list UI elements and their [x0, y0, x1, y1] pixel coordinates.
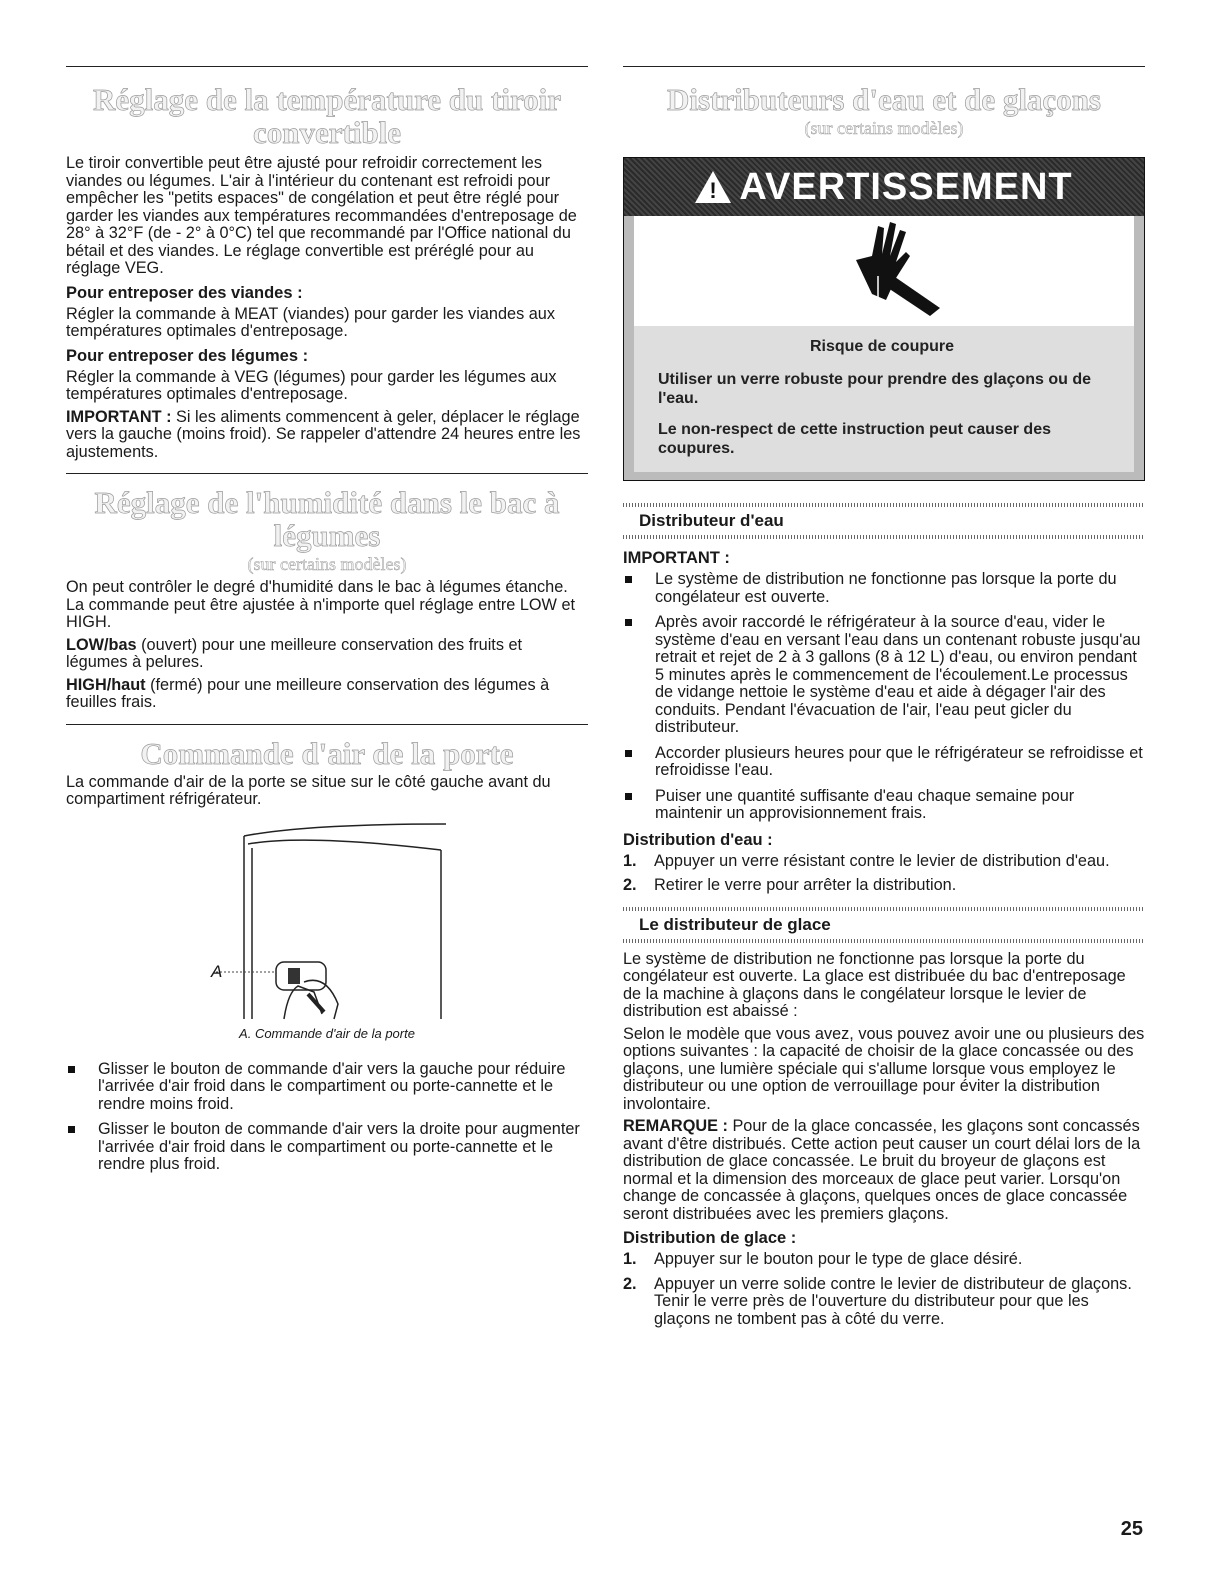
veg-text: Régler la commande à VEG (légumes) pour garder les légumes aux températures optimales d'entreposage. [66, 367, 557, 403]
step-number: 1. [623, 851, 637, 870]
important-note [66, 409, 588, 462]
humidity-intro: On peut contrôler le degré d'humidité dans le bac à légumes étanche. La commande peut être ajustée à n'importe quel réglage entre LOW et HIGH. [66, 578, 576, 631]
page-number: 25 [1120, 1518, 1143, 1540]
bullet-item [623, 614, 1145, 737]
ice-remark [623, 1118, 1145, 1223]
bullet-text: Le système de distribution ne fonctionne pas lorsque la porte du congélateur est ouverte. [655, 570, 1117, 606]
bullet-square-icon [625, 793, 632, 800]
bullet-text: Glisser le bouton de commande d'air vers la droite pour augmenter l'arrivée d'air froid dans le compartiment ou porte-cannette et le rendre plus froid. [98, 1120, 580, 1173]
step-item [623, 1251, 1145, 1269]
bullet-item [623, 571, 1145, 606]
bullet-text: Glisser le bouton de commande d'air vers la gauche pour réduire l'arrivée d'air froid dans le compartiment ou porte-cannette et le rendre moins froid. [98, 1059, 566, 1113]
warning-risk-title: Risque de coupure [809, 338, 955, 355]
right-column [623, 66, 1145, 1335]
cut-hazard-pictogram [624, 216, 1144, 326]
section-rule [66, 66, 588, 67]
step-item [623, 1276, 1145, 1329]
ice-text-2: Selon le modèle que vous avez, vous pouvez avoir une ou plusieurs des options suivantes : la capacité de choisir de la glace concassée ou des glaçons, une lumière spéciale qui s'allume lorsque vous employez le distributeur ou une option de verrouillage pour éviter la distribution involontaire. [623, 1024, 1145, 1113]
bullet-text: Après avoir raccordé le réfrigérateur à la source d'eau, vider le système d'eau en versant l'eau dans un contenant robuste jusqu'au retrait et rejet de 2 à 3 gallons (8 à 12 L) d'eau, ou environ pendant 5 minutes après le commencement de l'écoulement.Le processus de vidange nettoie le système d'eau et aide à dégager l'air des conduits. Pendant l'évacuation de l'air, l'eau peut gicler du distributeur. [655, 613, 1141, 736]
step-item [623, 877, 1145, 895]
warning-text-2: Le non-respect de cette instruction peut causer des coupures. [658, 421, 1051, 457]
section-rule [66, 724, 588, 725]
section-title-door-air: Commande d'air de la porte [140, 735, 514, 771]
step-number: 2. [623, 1274, 637, 1293]
bullet-square-icon [625, 619, 632, 626]
door-air-intro: La commande d'air de la porte se situe sur le côté gauche avant du compartiment réfrigérateur. [66, 772, 551, 808]
section-title-humidity: Réglage de l'humidité dans le bac à légumes [94, 485, 560, 553]
meat-text: Régler la commande à MEAT (viandes) pour garder les viandes aux températures optimales d'entreposage. [66, 304, 555, 340]
warning-text-1: Utiliser un verre robuste pour prendre des glaçons ou de l'eau. [658, 371, 1091, 407]
bullet-square-icon [625, 576, 632, 583]
section-rule [623, 66, 1145, 67]
bullet-square-icon [68, 1126, 75, 1133]
left-column [66, 66, 588, 1182]
step-text: Appuyer un verre résistant contre le levier de distribution d'eau. [654, 851, 1110, 870]
low-label: LOW/bas [66, 635, 137, 654]
convertible-intro: Le tiroir convertible peut être ajusté pour refroidir correctement les viandes ou légumes. L'air à l'intérieur du contenant est refroidi pour empêcher les "petits espaces" de congélation et peut être réglé pour garder les viandes aux températures recommandées d'entreposage de 28° à 32°F (de - 2° à 0°C) tel que recommandé par l'Office national du bétail et des viandes. Le réglage convertible est préréglé pour au réglage VEG. [66, 154, 577, 277]
figure-caption: A. Commande d'air de la porte [239, 1025, 415, 1041]
veg-heading: Pour entreposer des légumes : [66, 346, 309, 365]
low-text: (ouvert) pour une meilleure conservation des fruits et légumes à pelures. [66, 635, 523, 671]
remark-label: REMARQUE : [623, 1117, 728, 1135]
bullet-square-icon [68, 1066, 75, 1073]
low-setting [66, 637, 588, 672]
bullet-square-icon [625, 750, 632, 757]
step-text: Appuyer sur le bouton pour le type de glace désiré. [654, 1250, 1023, 1268]
warning-header [624, 158, 1144, 216]
bullet-item [66, 1121, 588, 1174]
step-text: Retirer le verre pour arrêter la distribution. [654, 876, 957, 894]
divider [623, 535, 1145, 539]
water-distribution-heading: Distribution d'eau : [623, 830, 773, 849]
warning-body [624, 326, 1144, 480]
bullet-text: Puiser une quantité suffisante d'eau chaque semaine pour maintenir un approvisionnement frais. [655, 786, 1075, 822]
ice-dispenser-heading: Le distributeur de glace [639, 914, 831, 934]
bullet-text: Accorder plusieurs heures pour que le réfrigérateur se refroidisse et refroidisse l'eau. [655, 743, 1143, 779]
step-number: 1. [623, 1250, 637, 1268]
bullet-item [623, 745, 1145, 780]
important-text: Si les aliments commencent à geler, déplacer le réglage vers la gauche (moins froid). Se rappeler d'attendre 24 heures entre les ajustements. [66, 407, 581, 461]
step-item [623, 853, 1145, 871]
warning-triangle-icon: ! [695, 171, 731, 203]
ice-distribution-heading: Distribution de glace : [623, 1229, 797, 1247]
fridge-door-drawing [66, 814, 588, 1024]
figure-label-a: A [211, 961, 223, 981]
high-label: HIGH/haut [66, 675, 146, 694]
water-important-label: IMPORTANT : [623, 549, 730, 567]
door-air-control-illustration [66, 814, 588, 1024]
divider [623, 939, 1145, 943]
high-setting [66, 677, 588, 712]
section-subtitle-humidity: (sur certains modèles) [247, 554, 407, 574]
warning-box [623, 157, 1145, 481]
step-text: Appuyer un verre solide contre le levier de distributeur de glaçons. Tenir le verre près de l'ouverture du distributeur pour que les glaçons ne tombent pas à côté du verre. [654, 1274, 1132, 1328]
section-title-convertible-drawer: Réglage de la température du tiroir convertible [92, 82, 562, 150]
step-number: 2. [623, 876, 637, 894]
section-subtitle-dispensers: (sur certains modèles) [804, 118, 964, 138]
ice-text-1: Le système de distribution ne fonctionne pas lorsque la porte du congélateur est ouverte. La glace est distribuée du bac d'entreposage de la machine à glaçons dans le congélateur lorsque le levier de distribution est abaissé : [623, 949, 1126, 1020]
cut-hand-icon [634, 216, 1136, 326]
water-dispenser-heading: Distributeur d'eau [639, 511, 784, 530]
section-title-dispensers: Distributeurs d'eau et de glaçons [667, 82, 1101, 117]
high-text: (fermé) pour une meilleure conservation des légumes à feuilles frais. [66, 675, 550, 711]
remark-text: Pour de la glace concassée, les glaçons sont concassés avant d'être distribués. Cette action peut causer un court délai lors de la distribution de glace concassée. Le bruit du broyeur de glaçons est normal et la dimension des morceaux de glace peut varier. Lorsqu'on change de concassée à glaçons, quelques onces de glace concassée seront distribuées avec les premiers glaçons. [623, 1117, 1141, 1223]
bullet-item [623, 788, 1145, 823]
section-rule [66, 473, 588, 474]
important-label: IMPORTANT : [66, 407, 172, 426]
warning-title: AVERTISSEMENT [739, 165, 1073, 208]
meat-heading: Pour entreposer des viandes : [66, 283, 303, 302]
bullet-item [66, 1061, 588, 1114]
